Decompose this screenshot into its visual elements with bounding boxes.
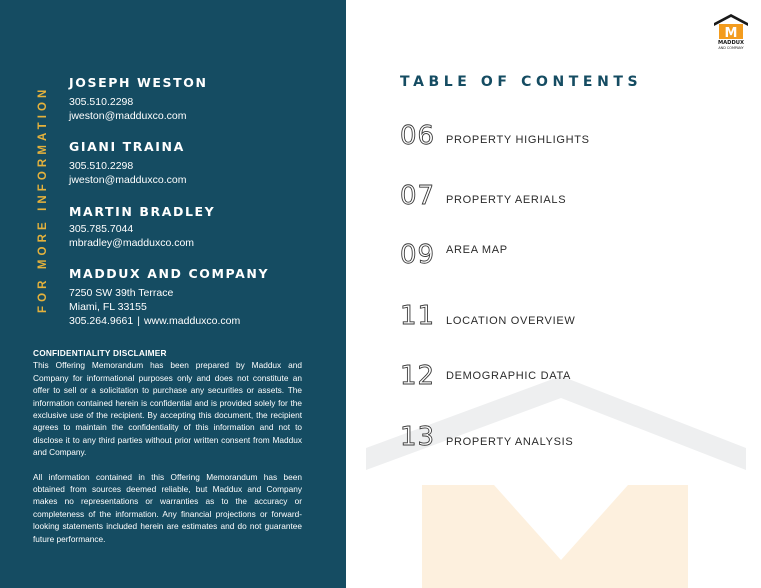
toc-label: PROPERTY AERIALS	[446, 194, 567, 206]
toc-page-number: 09	[400, 240, 436, 270]
toc-item-demographic-data[interactable]	[400, 363, 730, 393]
contact-phone[interactable]: 305.510.2298	[69, 160, 134, 172]
contact-email[interactable]: jweston@madduxco.com	[69, 174, 187, 186]
company-phone-website	[69, 314, 269, 328]
company-website[interactable]: www.madduxco.com	[143, 315, 241, 327]
toc-item-area-map[interactable]	[400, 242, 730, 272]
logo-letter: M	[724, 26, 738, 41]
company-phone[interactable]: 305.264.9661	[69, 315, 134, 327]
contact-martin-bradley	[69, 204, 215, 250]
logo-line2: AND COMPANY	[718, 46, 744, 50]
maddux-logo	[713, 12, 749, 50]
company-name: MADDUX AND COMPANY	[69, 266, 270, 281]
toc-page-number: 12	[400, 361, 436, 391]
disclaimer-paragraph-2: All information contained in this Offering Memorandum has been obtained from sources deemed reliable, but Maddux and Company makes no representations or warranties as to the accuracy or completeness of the information. Any financial projections or forward-looking statements included herein are estimates and do not guarantee future performance.	[33, 471, 302, 544]
disclaimer-title: CONFIDENTIALITY DISCLAIMER	[33, 348, 167, 358]
contact-sidebar	[0, 0, 346, 588]
toc-item-property-analysis[interactable]	[400, 424, 730, 454]
contact-email[interactable]: jweston@madduxco.com	[69, 110, 187, 122]
contact-giani-traina	[69, 139, 186, 187]
disclaimer-paragraph-1: This Offering Memorandum has been prepared by Maddux and Company for informational purposes only and does not constitute an offer to sell or a solicitation to purchase any securities or assets. The information contained herein is confidential and is provided solely for the exclusive use of the recipient. By accepting this document, the recipient agrees to maintain the confidentiality of this information and not to disclose it to any third parties without prior written consent from Maddux and Company.	[33, 360, 302, 458]
table-of-contents-panel	[346, 0, 761, 588]
contact-name: GIANI TRAINA	[69, 139, 185, 154]
logo-line1: MADDUX	[717, 40, 745, 46]
contact-name: JOSEPH WESTON	[69, 75, 208, 90]
company-contact	[69, 266, 269, 328]
contact-phone[interactable]: 305.510.2298	[69, 96, 134, 108]
toc-page-number: 06	[400, 121, 436, 151]
contact-name: MARTIN BRADLEY	[69, 204, 216, 219]
toc-page-number: 07	[400, 181, 436, 211]
company-address-line1: 7250 SW 39th Terrace	[69, 287, 174, 299]
toc-page-number: 13	[400, 422, 436, 452]
toc-item-location-overview[interactable]	[400, 303, 730, 333]
toc-item-property-aerials[interactable]	[400, 183, 730, 213]
separator: |	[137, 315, 140, 327]
company-address-line2: Miami, FL 33155	[69, 301, 147, 313]
toc-item-property-highlights[interactable]	[400, 123, 730, 153]
contact-joseph-weston	[69, 75, 208, 123]
for-more-information-label: FOR MORE INFORMATION	[37, 85, 49, 313]
toc-label: DEMOGRAPHIC DATA	[446, 370, 572, 382]
toc-label: PROPERTY ANALYSIS	[446, 436, 574, 448]
toc-label: LOCATION OVERVIEW	[446, 315, 576, 327]
maddux-logo-icon	[713, 12, 749, 50]
toc-title: TABLE OF CONTENTS	[400, 74, 643, 90]
toc-label: AREA MAP	[446, 244, 508, 256]
contact-email[interactable]: mbradley@madduxco.com	[69, 237, 195, 249]
toc-page-number: 11	[400, 301, 436, 331]
contact-phone[interactable]: 305.785.7044	[69, 223, 134, 235]
toc-label: PROPERTY HIGHLIGHTS	[446, 134, 590, 146]
confidentiality-disclaimer	[33, 347, 302, 557]
